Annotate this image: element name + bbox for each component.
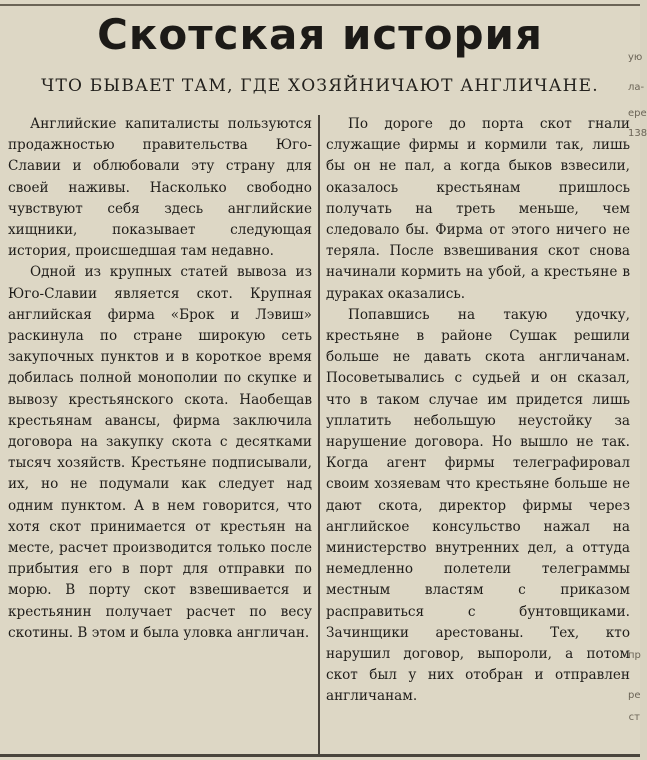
paragraph: По дороге до порта скот гнали служащие фирмы и кормили так, лишь бы он не пал, а когда быков взвесили, оказалось крестьянам пришлось получать на треть меньше, чем следовало бы. Фирма от этого ничего не теряла. После взвешивания скот снова начинали кормить на убой, а крестьяне в дураках оказались. (326, 116, 630, 302)
edge-fragment: ре (628, 690, 641, 701)
column-divider (318, 115, 320, 755)
top-rule (0, 4, 640, 6)
article-headline: Скотская история (97, 10, 543, 59)
left-column (8, 114, 312, 644)
edge-fragment: ст (628, 712, 640, 723)
edge-fragment: пр (628, 650, 641, 661)
paragraph: Попавшись на такую удочку, крестьяне в районе Сушак решили больше не давать скота англичанам. Посоветывались с судьей и он сказал, что в таком случае им придется лишь уплатить небольшую неустойку за нарушение договора. Но вышло не так. Когда агент фирмы телеграфировал своим хозяевам что крестьяне больше не дают скота, директор фирмы через английское консульство нажал на министерство внутренних дел, а оттуда немедленно полетели телеграммы местным властям с приказом расправиться с бунтовщиками. Зачинщики арестованы. Тех, кто нарушил договор, выпороли, а потом скот был у них отобран и отправлен англичанам. (326, 306, 630, 705)
edge-fragment: ла- (628, 82, 645, 93)
bottom-rule (0, 754, 640, 757)
paragraph: Английские капиталисты пользуются продажностью правительства Юго-Славии и облюбовали эту страну для своей наживы. Насколько свободно чувствуют себя здесь английские хищники, показывает следующая история, происшедшая там недавно. (8, 116, 312, 260)
edge-fragment: 138 (628, 128, 647, 139)
right-column (326, 114, 630, 708)
edge-fragment: ую (628, 52, 643, 63)
edge-fragment: ере (628, 108, 647, 119)
paragraph: Одной из крупных статей вывоза из Юго-Славии является скот. Крупная английская фирма «Брок и Лэвиш» раскинула по стране широкую сеть закупочных пунктов и в короткое время добилась полной монополии по скупке и вывозу крестьянского скота. Наобещав крестьянам авансы, фирма заключила договора на закупку скота с десятками тысяч хозяйств. Крестьяне подписывали, их, но не подумали как следует над одним пунктом. А в нем говорится, что хотя скот принимается от крестьян на месте, расчет производится только после прибытия его в порт для отправки по морю. В порту скот взвешивается и крестьянин получает расчет по весу скотины. В этом и была уловка англичан. (8, 264, 312, 641)
article-subheadline: ЧТО БЫВАЕТ ТАМ, ГДЕ ХОЗЯЙНИЧАЮТ АНГЛИЧАНЕ. (41, 76, 599, 96)
